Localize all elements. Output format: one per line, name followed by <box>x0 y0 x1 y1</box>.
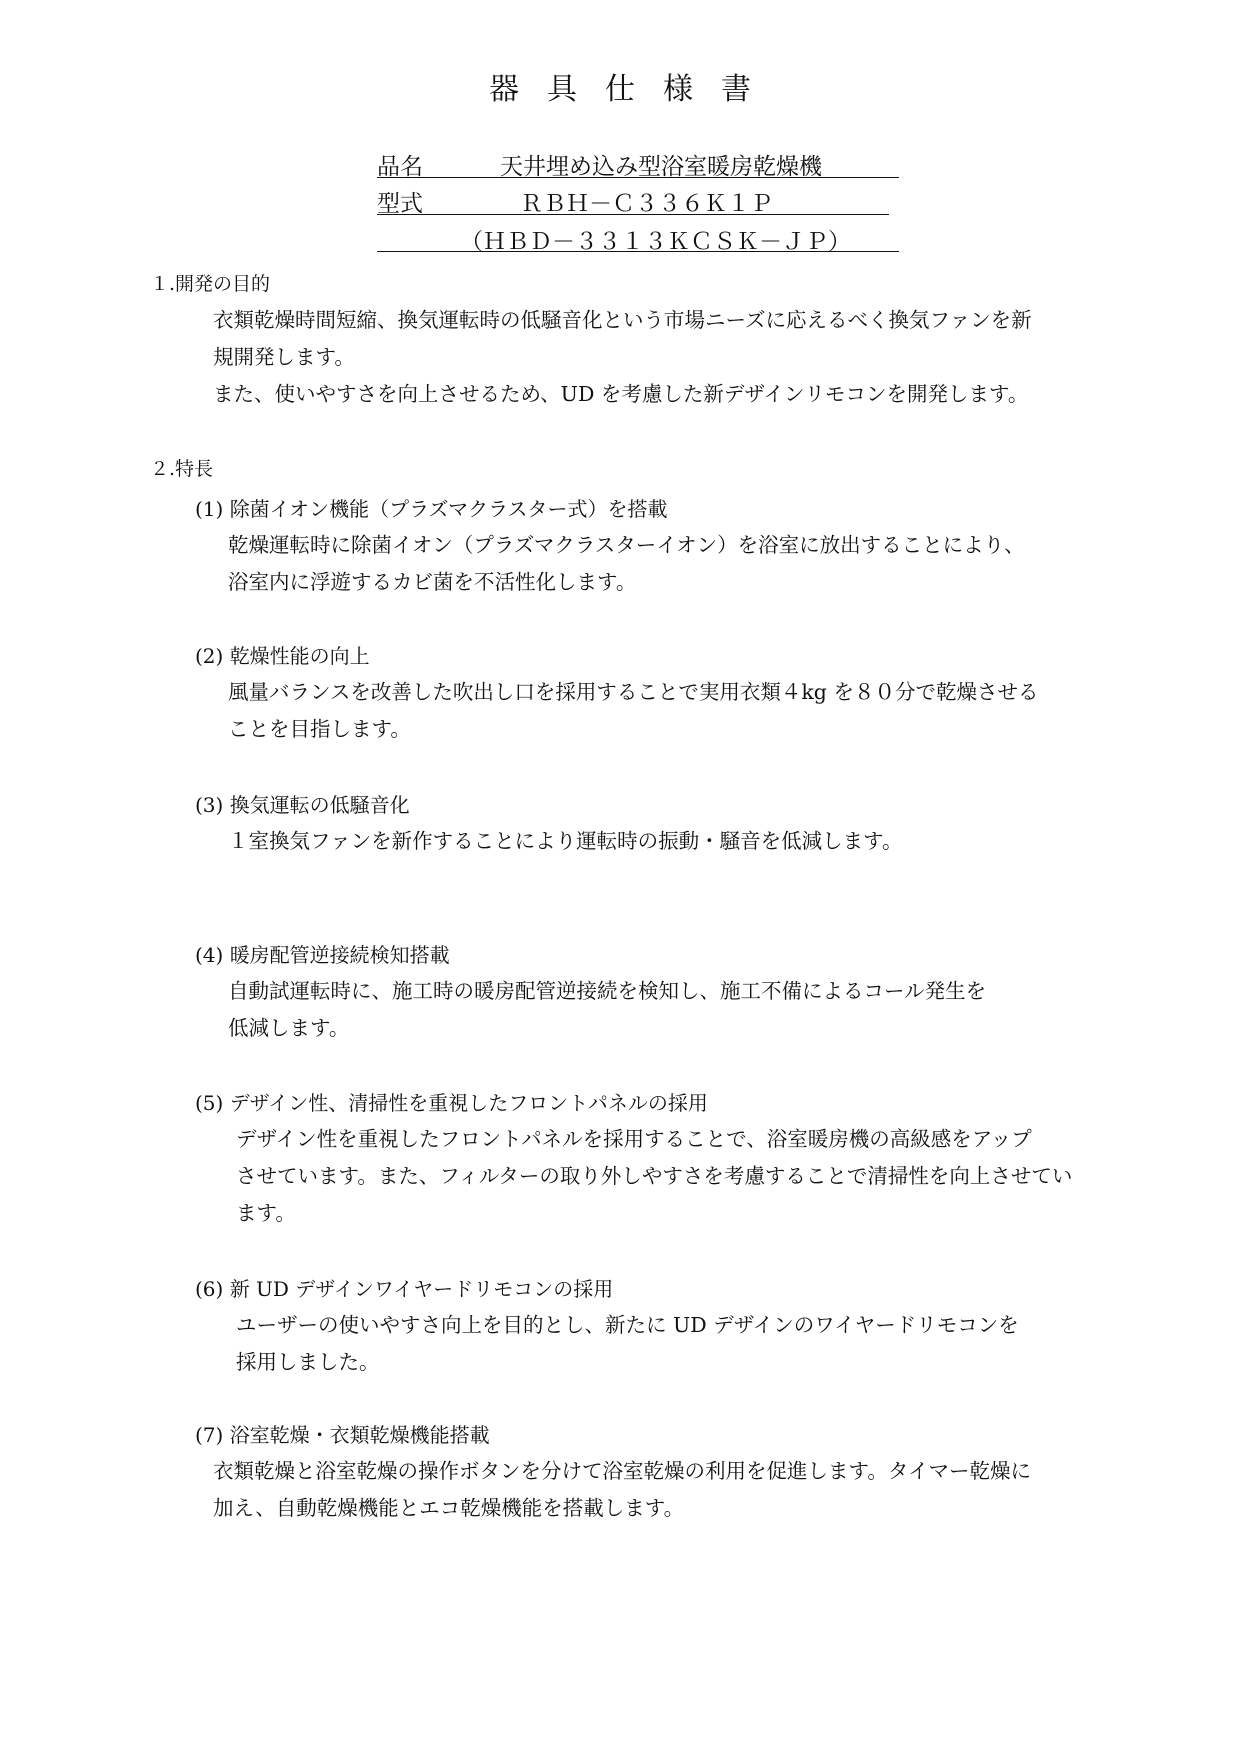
feature-line: ます。 <box>236 1201 296 1225</box>
document-title: 器具仕様書 <box>489 72 779 107</box>
section1-line: 規開発します。 <box>213 345 355 369</box>
model-sub-value: （ＨＢＤ－３３１３ＫＣＳＫ－ＪＰ） <box>460 229 851 255</box>
feature-line: デザイン性を重視したフロントパネルを採用することで、浴室暖房機の高級感をアップ <box>236 1127 1032 1151</box>
feature-heading-7: (7) 浴室乾燥・衣類乾燥機能搭載 <box>195 1423 490 1447</box>
feature-heading-5: (5) デザイン性、清掃性を重視したフロントパネルの採用 <box>195 1091 708 1115</box>
product-name-underline <box>377 177 899 178</box>
feature-heading-3: (3) 換気運転の低騒音化 <box>195 793 410 817</box>
section1-line: 衣類乾燥時間短縮、換気運転時の低騒音化という市場ニーズに応えるべく換気ファンを新 <box>213 308 1032 332</box>
feature-line: １室換気ファンを新作することにより運転時の振動・騒音を低減します。 <box>228 829 903 853</box>
feature-heading-2: (2) 乾燥性能の向上 <box>195 644 370 668</box>
product-name-value: 天井埋め込み型浴室暖房乾燥機 <box>500 154 822 180</box>
feature-heading-1: (1) 除菌イオン機能（プラズマクラスター式）を搭載 <box>195 497 668 521</box>
feature-line: 自動試運転時に、施工時の暖房配管逆接続を検知し、施工不備によるコール発生を <box>228 979 987 1003</box>
feature-line: ユーザーの使いやすさ向上を目的とし、新たに UD デザインのワイヤードリモコンを <box>236 1313 1019 1337</box>
feature-line: させています。また、フィルターの取り外しやすさを考慮することで清掃性を向上させてい <box>236 1164 1073 1188</box>
feature-line: ことを目指します。 <box>228 717 411 741</box>
feature-heading-4: (4) 暖房配管逆接続検知搭載 <box>195 943 450 967</box>
feature-line: 浴室内に浮遊するカビ菌を不活性化します。 <box>228 570 637 594</box>
model-sub-underline <box>377 251 899 252</box>
section1-line: また、使いやすさを向上させるため、UD を考慮した新デザインリモコンを開発します。 <box>213 382 1029 406</box>
feature-line: 衣類乾燥と浴室乾燥の操作ボタンを分けて浴室乾燥の利用を促進します。タイマー乾燥に <box>213 1459 1031 1483</box>
model-value: ＲＢＨ－Ｃ３３６Ｋ１Ｐ <box>520 191 773 217</box>
section2-heading: ２.特長 <box>150 458 214 480</box>
feature-line: 乾燥運転時に除菌イオン（プラズマクラスターイオン）を浴室に放出することにより、 <box>228 533 1025 557</box>
feature-heading-6: (6) 新 UD デザインワイヤードリモコンの採用 <box>195 1277 614 1301</box>
model-underline <box>377 214 889 215</box>
section1-heading: １.開発の目的 <box>150 273 271 295</box>
product-name-label: 品名 <box>377 154 423 180</box>
feature-line: 風量バランスを改善した吹出し口を採用することで実用衣類４kg を８０分で乾燥させる <box>228 680 1039 704</box>
feature-line: 採用しました。 <box>236 1350 380 1374</box>
feature-line: 加え、自動乾燥機能とエコ乾燥機能を搭載します。 <box>213 1496 685 1520</box>
feature-line: 低減します。 <box>228 1016 350 1040</box>
model-label: 型式 <box>377 191 423 217</box>
